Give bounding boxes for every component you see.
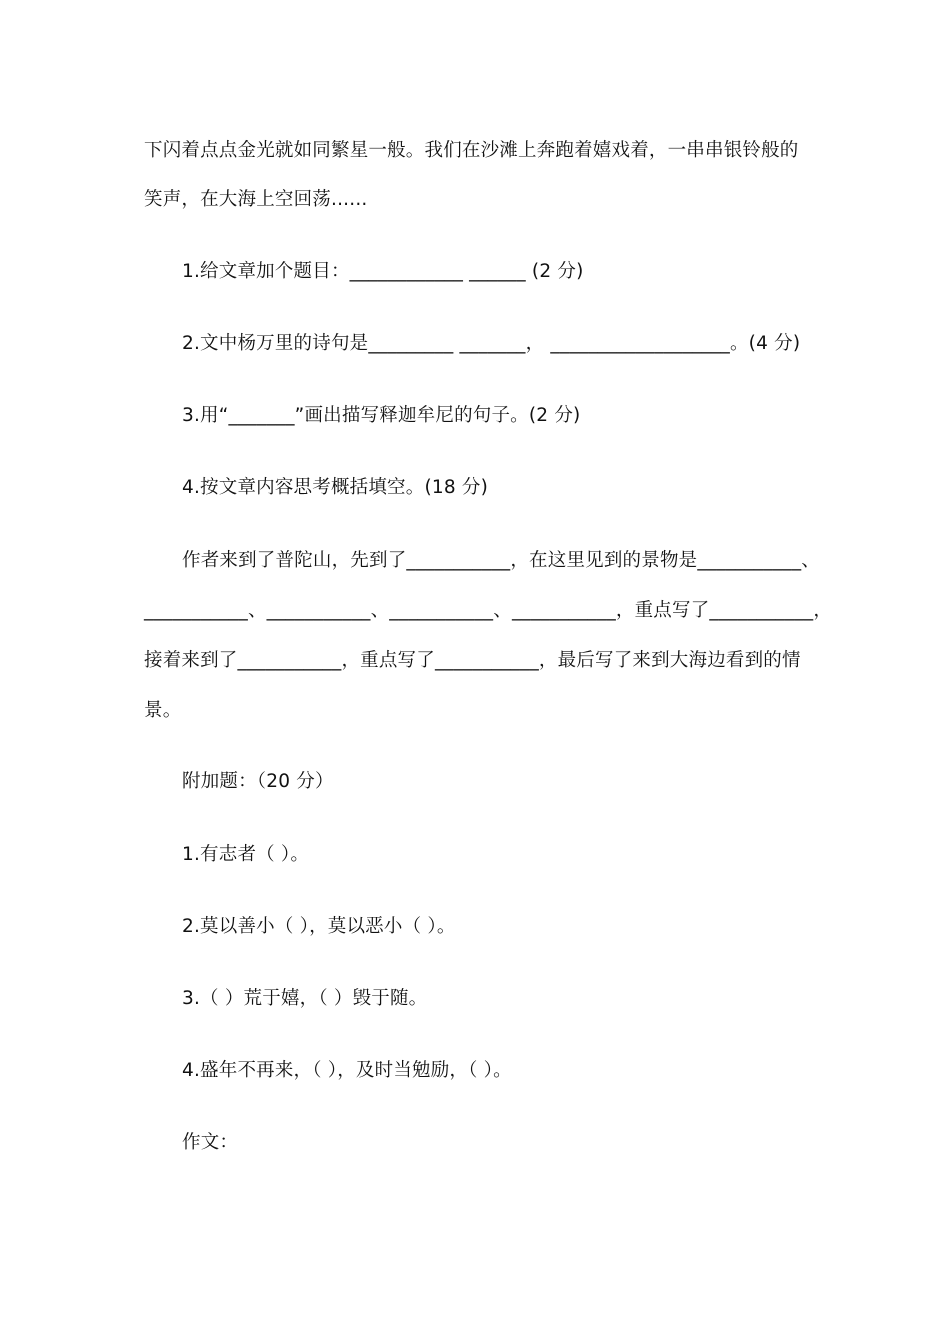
question-2-poem: 2.文中杨万里的诗句是_________ _______， ___________________。(4 分) (182, 333, 801, 354)
bonus-question-4: 4.盛年不再来，（ ），及时当勉励，（ ）。 (182, 1060, 512, 1081)
fill-in-line-1: 作者来到了普陀山，先到了___________，在这里见到的景物是___________、 (182, 550, 821, 571)
fill-in-line-4: 景。 (144, 700, 182, 721)
bonus-question-3: 3.（ ）荒于嬉，（ ）毁于随。 (182, 988, 428, 1009)
bonus-question-1: 1.有志者（ ）。 (182, 844, 310, 865)
fill-in-line-3: 接着来到了___________，重点写了___________，最后写了来到大海边看到的情 (144, 650, 801, 671)
question-1-title: 1.给文章加个题目：____________ ______ (2 分) (182, 261, 584, 282)
passage-line-1: 下闪着点点金光就如同繁星一般。我们在沙滩上奔跑着嬉戏着，一串串银铃般的 (144, 140, 799, 161)
fill-in-line-2: ___________、___________、___________、___________，重点写了___________， (144, 600, 833, 621)
question-3-underline: 3.用“_______”画出描写释迦牟尼的句子。(2 分) (182, 405, 581, 426)
composition-heading: 作文： (182, 1132, 239, 1153)
bonus-question-2: 2.莫以善小（ ），莫以恶小（ ）。 (182, 916, 456, 937)
passage-line-2: 笑声，在大海上空回荡...... (144, 189, 368, 210)
bonus-heading: 附加题：（20 分） (182, 771, 334, 792)
question-4-summary: 4.按文章内容思考概括填空。(18 分) (182, 477, 489, 498)
